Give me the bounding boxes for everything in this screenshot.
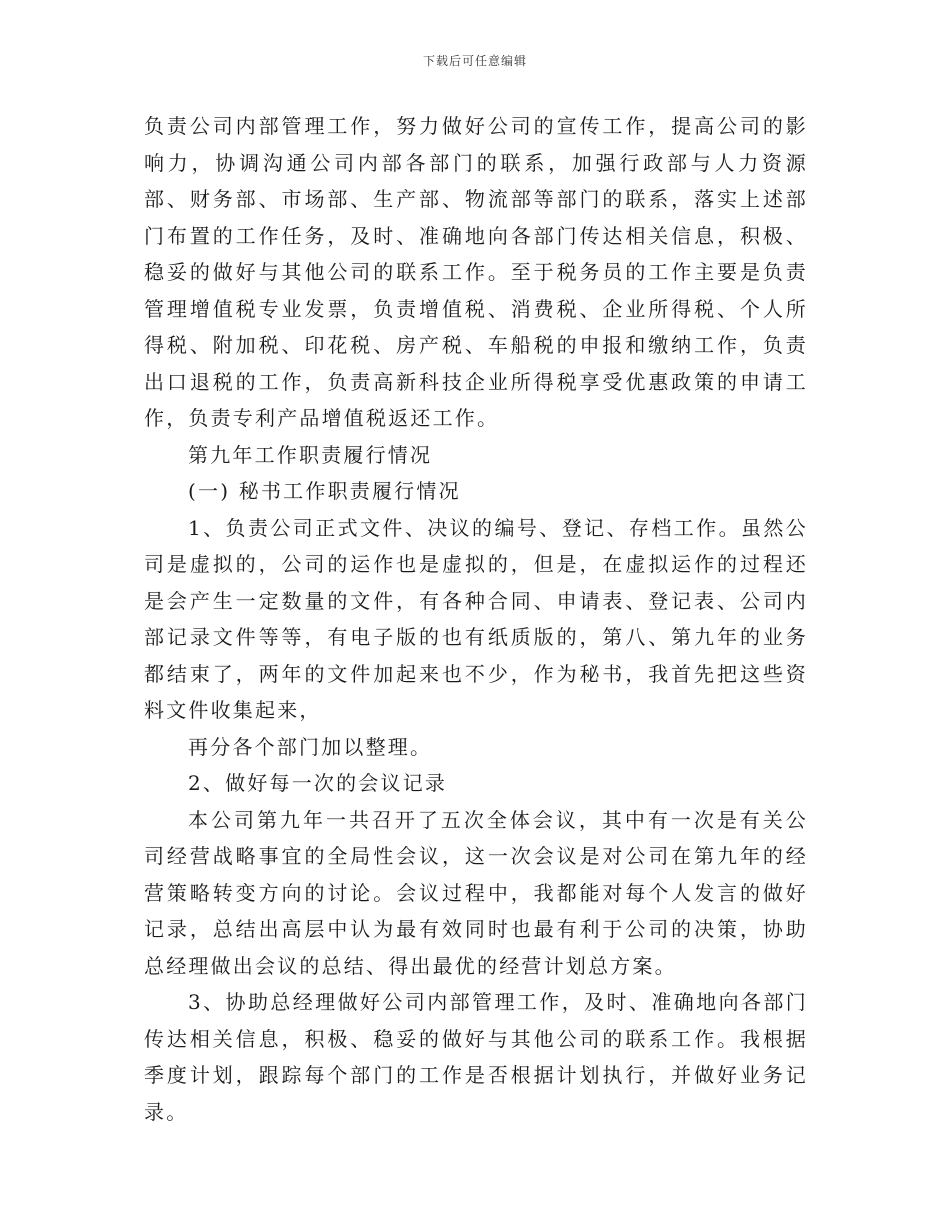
paragraph-item-3: 3、协助总经理做好公司内部管理工作，及时、准确地向各部门传达相关信息，积极、稳妥的做好与其他公司的联系工作。我根据季度计划，跟踪每个部门的工作是否根据计划执行，并做好业务记录。 bbox=[144, 990, 808, 1124]
document-body bbox=[144, 108, 808, 1130]
paragraph-item-2-body: 本公司第九年一共召开了五次全体会议，其中有一次是有关公司经营战略事宜的全局性会议，这一次会议是对公司在第九年的经营策略转变方向的讨论。会议过程中，我都能对每个人发言的做好记录，总结出高层中认为最有效同时也最有利于公司的决策，协助总经理做出会议的总结、得出最优的经营计划总方案。 bbox=[144, 807, 808, 978]
paragraph-duties-continued: 负责公司内部管理工作，努力做好公司的宣传工作，提高公司的影响力，协调沟通公司内部各部门的联系，加强行政部与人力资源部、财务部、市场部、生产部、物流部等部门的联系，落实上述部门布置的工作任务，及时、准确地向各部门传达相关信息，积极、稳妥的做好与其他公司的联系工作。至于税务员的工作主要是负责管理增值税专业发票，负责增值税、消费税、企业所得税、个人所得税、附加税、印花税、房产税、车船税的申报和缴纳工作，负责出口退税的工作，负责高新科技企业所得税享受优惠政策的申请工作，负责专利产品增值税返还工作。 bbox=[144, 114, 808, 430]
subsection-heading-secretary: (一) 秘书工作职责履行情况 bbox=[188, 479, 461, 503]
paragraph-item-1: 1、负责公司正式文件、决议的编号、登记、存档工作。虽然公司是虚拟的，公司的运作也是虚拟的，但是，在虚拟运作的过程还是会产生一定数量的文件，有各种合同、申请表、登记表、公司内部记录文件等等，有电子版的也有纸质版的，第八、第九年的业务都结束了，两年的文件加起来也不少，作为秘书，我首先把这些资料文件收集起来， bbox=[144, 515, 808, 722]
paragraph-item-1-continued: 再分各个部门加以整理。 bbox=[188, 734, 433, 759]
page-header: 下载后可任意编辑 bbox=[422, 54, 527, 68]
section-heading-year-nine: 第九年工作职责履行情况 bbox=[188, 442, 433, 467]
paragraph-item-2-heading: 2、做好每一次的会议记录 bbox=[188, 771, 448, 795]
